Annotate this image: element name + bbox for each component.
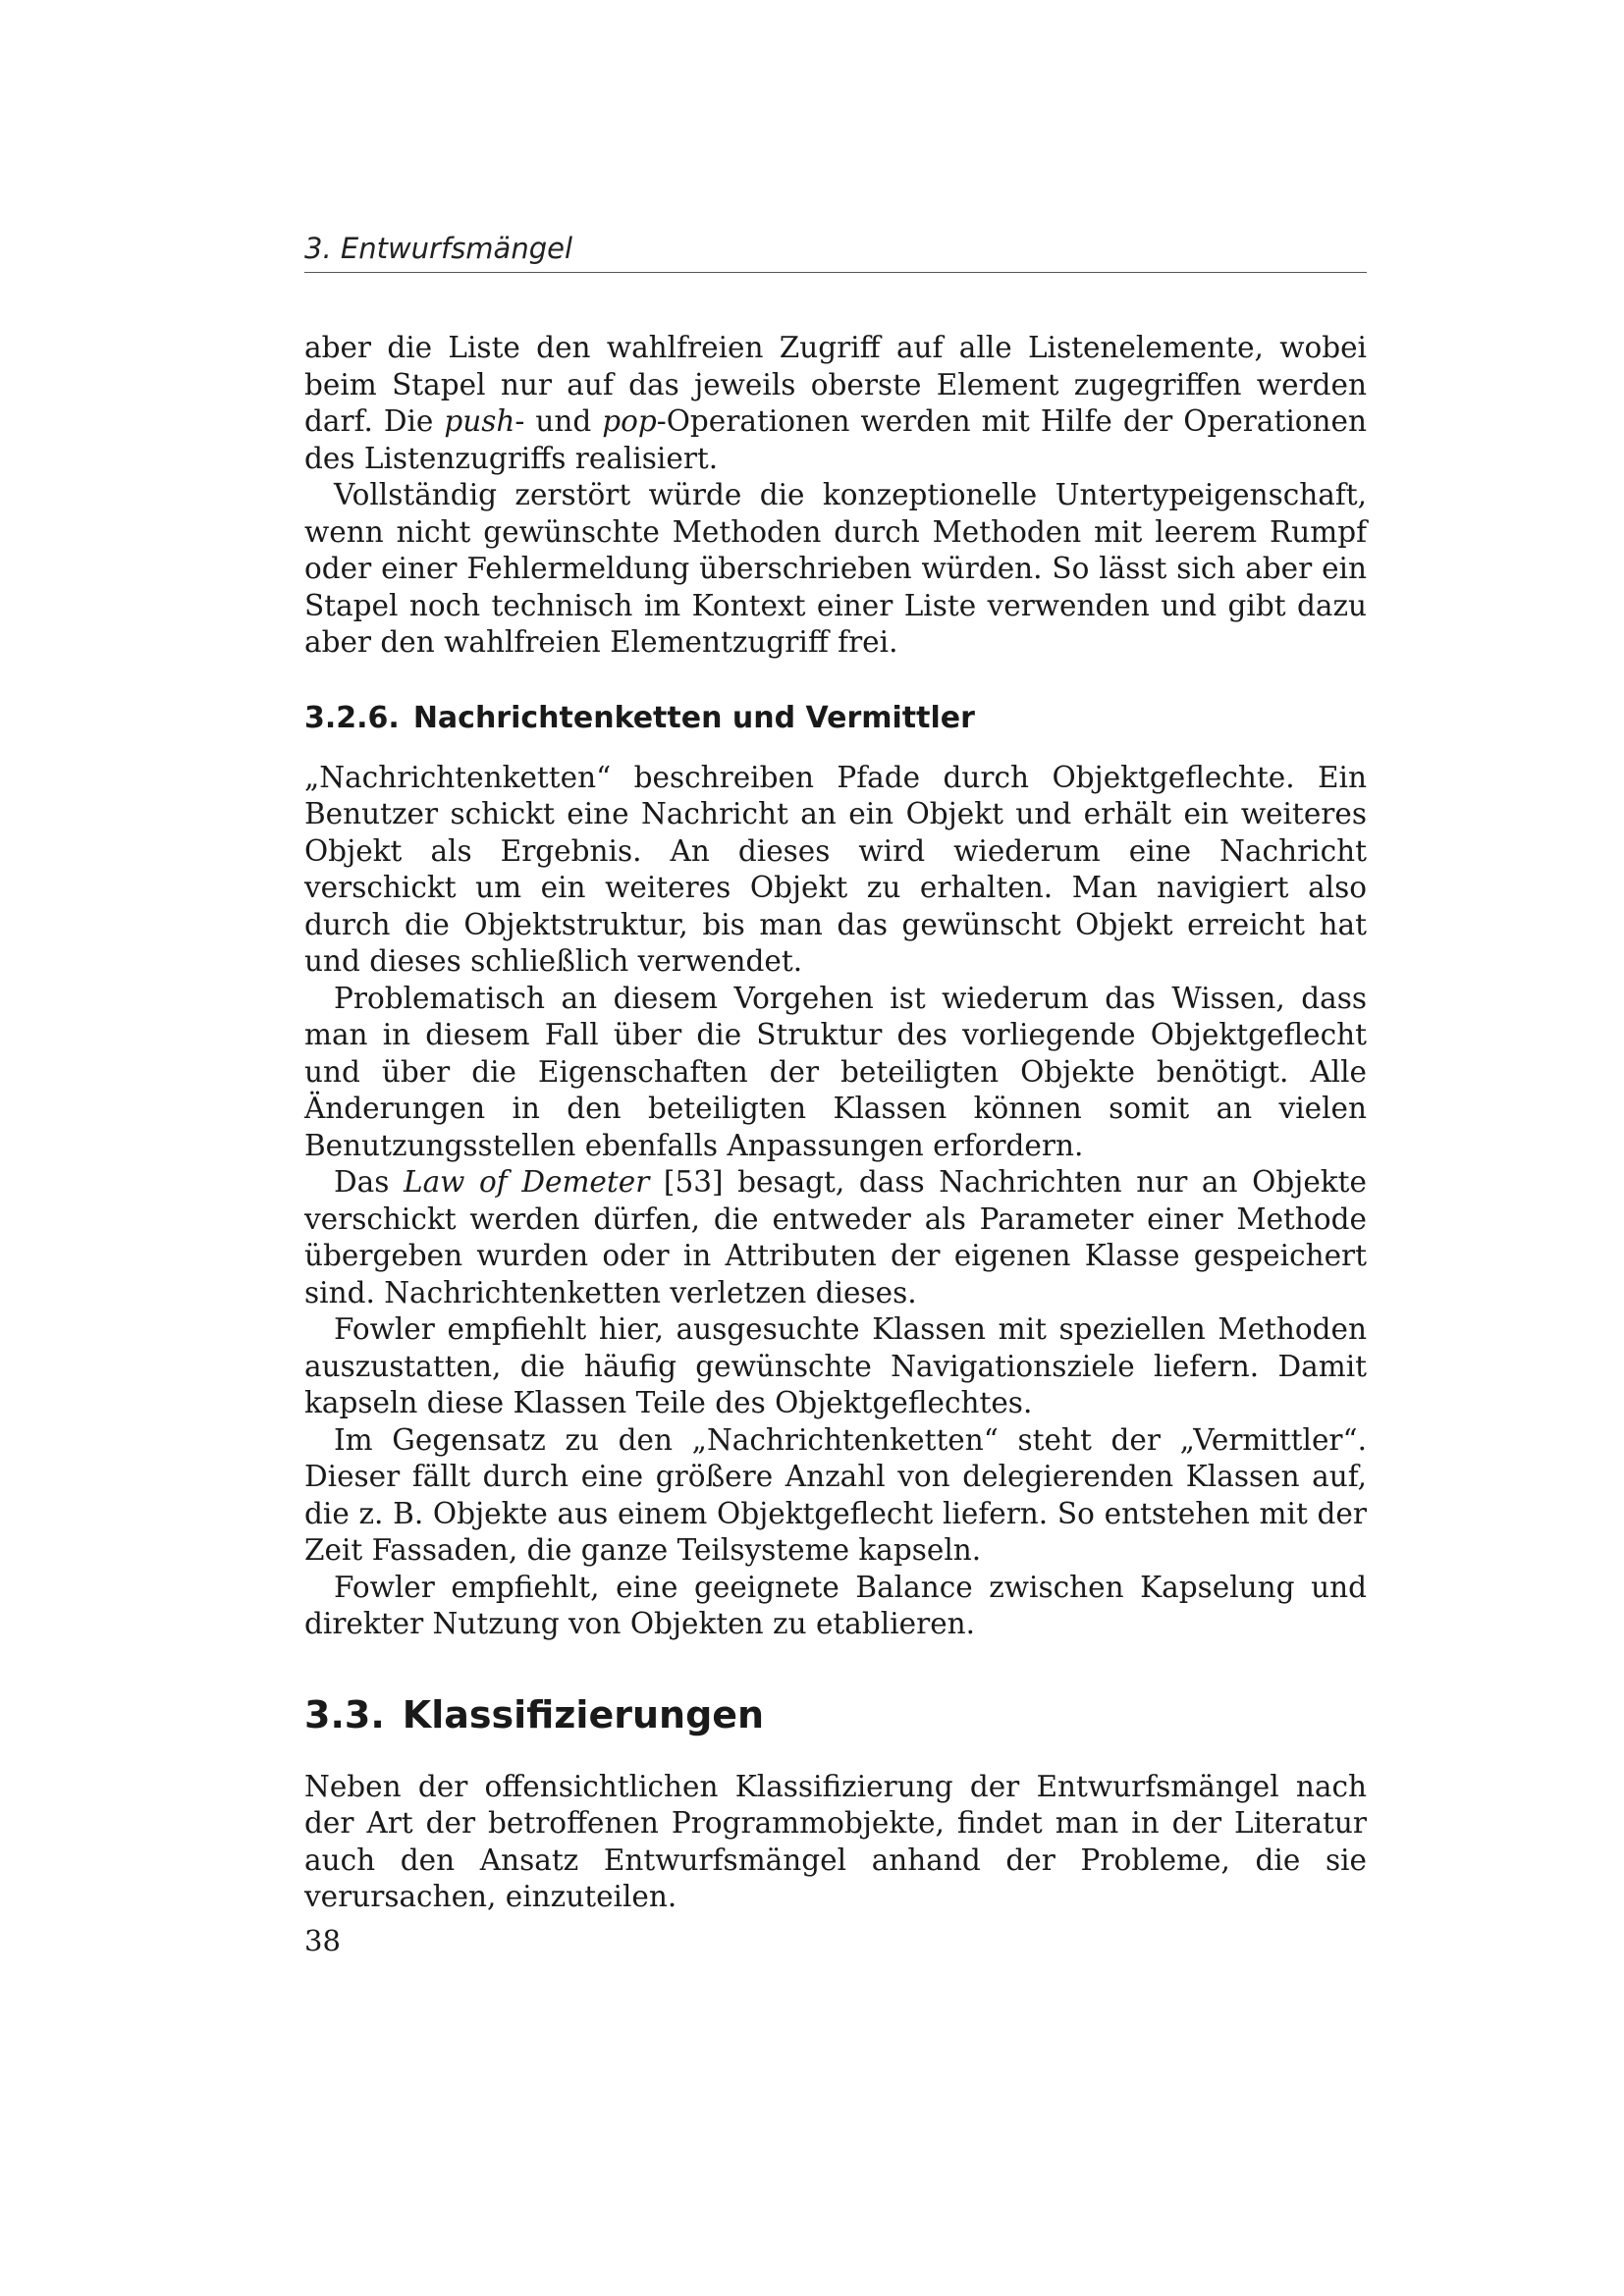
- paragraph: [304, 1164, 1367, 1311]
- term-law-of-demeter: Law of Demeter: [404, 1165, 650, 1199]
- header-rule: [304, 272, 1367, 273]
- page-body: [304, 330, 1367, 1916]
- paragraph-text: Das: [334, 1165, 404, 1199]
- paragraph: Problematisch an diesem Vorgehen ist wiederum das Wissen, dass man in diesem Fall über die Struktur des vorliegende Objektgeflecht und über die Eigenschaften der beteiligten Objekte benötigt. Alle Änderungen in den beteiligten Klassen können somit an vielen Benutzungsstellen ebenfalls Anpassungen erfordern.: [304, 981, 1367, 1162]
- paragraph-continuation: [304, 330, 1367, 477]
- paragraph-text: - und: [514, 404, 603, 438]
- paragraph-text: -Operationen werden mit Hilfe der Operationen des Listenzugriffs realisiert.: [304, 404, 1367, 475]
- paragraph: „Nachrichtenketten“ beschreiben Pfade durch Objektgeflechte. Ein Benutzer schickt eine Nachricht an ein Objekt und erhält ein weiteres Objekt als Ergebnis. An dieses wird wiederum eine Nachricht verschickt um ein weiteres Objekt zu erhalten. Man navigiert also durch die Objektstruktur, bis man das gewünscht Objekt erreicht hat und dieses schließlich verwendet.: [304, 760, 1367, 978]
- section-title: Klassifizierungen: [402, 1692, 765, 1736]
- term-push: push: [444, 404, 515, 438]
- subsection-title: Nachrichtenketten und Vermittler: [412, 700, 975, 735]
- section-heading: [304, 1690, 1367, 1739]
- page-number: 38: [304, 1924, 341, 1957]
- paragraph: Im Gegensatz zu den „Nachrichtenketten“ steht der „Vermittler“. Dieser fällt durch eine größere Anzahl von delegierenden Klassen auf, die z. B. Objekte aus einem Objektgeflecht liefern. So entstehen mit der Zeit Fassaden, die ganze Teilsysteme kapseln.: [304, 1422, 1367, 1567]
- subsection-number: 3.2.6.: [304, 700, 400, 735]
- paragraph-text: aber die Liste den wahlfreien Zugriff auf alle Listenelemente, wobei beim Stapel nur auf das jeweils oberste Element zugegriffen werden darf. Die: [304, 331, 1367, 438]
- paragraph: Fowler empfiehlt, eine geeignete Balance zwischen Kapselung und direkter Nutzung von Objekten zu etablieren.: [304, 1570, 1367, 1640]
- section-number: 3.3.: [304, 1692, 385, 1736]
- term-pop: pop: [602, 404, 657, 438]
- paragraph: Vollständig zerstört würde die konzeptionelle Untertypeigenschaft, wenn nicht gewünschte Methoden durch Methoden mit leerem Rumpf oder einer Fehlermeldung überschrieben würden. So lässt sich aber ein Stapel noch technisch im Kontext einer Liste verwenden und gibt dazu aber den wahlfreien Elementzugriff frei.: [304, 478, 1367, 659]
- subsection-heading: [304, 699, 1367, 738]
- running-header: 3. Entwurfsmängel: [304, 232, 573, 265]
- paragraph-text: [53] besagt, dass Nachrichten nur an Objekte verschickt werden dürfen, die entweder als Parameter einer Methode übergeben wurden oder in Attributen der eigenen Klasse gespeichert sind. Nachrichtenketten verletzen dieses.: [304, 1165, 1367, 1309]
- paragraph: Neben der offensichtlichen Klassifizierung der Entwurfsmängel nach der Art der betroffenen Programmobjekte, findet man in der Literatur auch den Ansatz Entwurfsmängel anhand der Probleme, die sie verursachen, einzuteilen.: [304, 1769, 1367, 1913]
- paragraph: Fowler empfiehlt hier, ausgesuchte Klassen mit speziellen Methoden auszustatten, die häufig gewünschte Navigationsziele liefern. Damit kapseln diese Klassen Teile des Objektgeflechtes.: [304, 1312, 1367, 1419]
